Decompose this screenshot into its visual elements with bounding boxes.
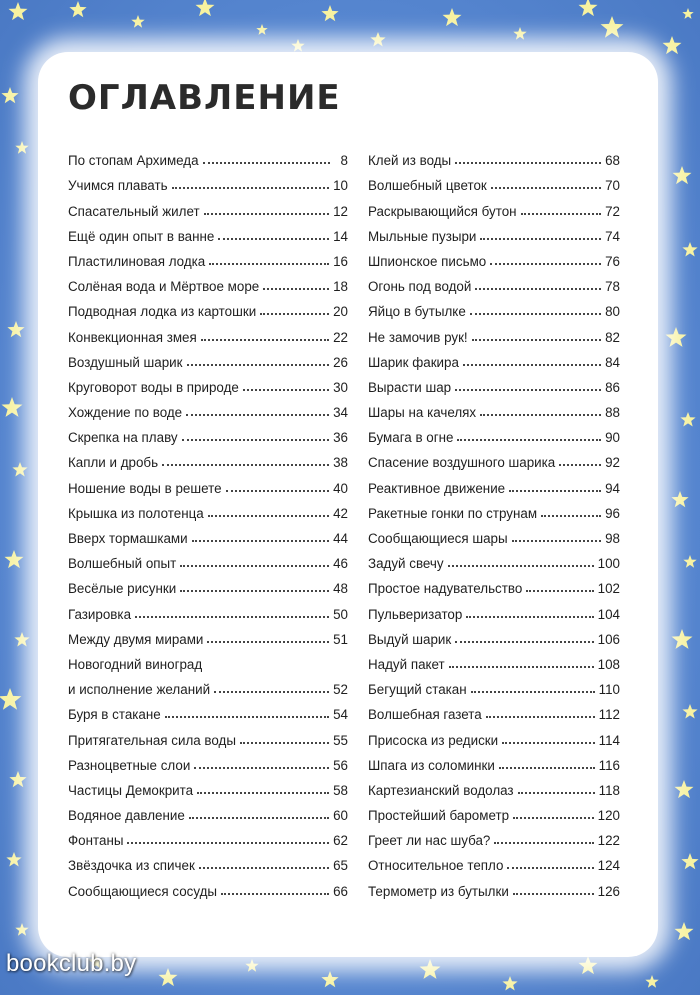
toc-entry <box>68 798 348 823</box>
toc-entry <box>68 521 348 546</box>
dot-leader <box>194 767 329 769</box>
toc-entry-page: 76 <box>605 253 620 269</box>
dot-leader <box>192 540 329 542</box>
toc-entry <box>368 143 620 168</box>
toc-entry <box>368 370 620 395</box>
dot-leader <box>526 590 593 592</box>
toc-entry <box>368 496 620 521</box>
dot-leader <box>207 641 329 643</box>
toc-entry-title: Разноцветные слои <box>68 757 191 773</box>
toc-entry-title: Круговорот воды в природе <box>68 379 239 395</box>
dot-leader <box>559 464 601 466</box>
toc-entry-title: Скрепка на плаву <box>68 430 178 446</box>
star-icon <box>0 688 21 710</box>
toc-entry-title: Учимся плавать <box>68 178 168 194</box>
dot-leader <box>208 515 329 517</box>
dot-leader <box>513 817 594 819</box>
toc-entry-title: Реактивное движение <box>368 480 506 496</box>
dot-leader <box>470 313 601 315</box>
toc-entry <box>368 722 620 747</box>
toc-entry-title: Весёлые рисунки <box>68 581 177 597</box>
toc-entry <box>368 873 620 898</box>
star-icon <box>159 968 178 986</box>
toc-entry <box>368 697 620 722</box>
dot-leader <box>218 238 329 240</box>
toc-entry-page: 80 <box>605 304 620 320</box>
star-icon <box>245 959 258 972</box>
toc-entry <box>68 193 348 218</box>
toc-entry-page: 82 <box>605 329 620 345</box>
toc-entry-title: Хождение по воде <box>68 405 183 421</box>
toc-entry-page: 40 <box>333 480 348 496</box>
dot-leader <box>187 364 330 366</box>
dot-leader <box>471 691 595 693</box>
toc-entry-title: Волшебный опыт <box>68 556 177 572</box>
star-icon <box>680 412 695 427</box>
toc-entry <box>68 219 348 244</box>
dot-leader <box>541 515 601 517</box>
star-icon <box>682 704 697 719</box>
toc-entry-title: Ещё один опыт в ванне <box>68 228 215 244</box>
toc-entry <box>368 773 620 798</box>
toc-entry <box>68 622 348 647</box>
dot-leader <box>509 490 601 492</box>
star-icon <box>321 5 338 21</box>
toc-entry-page: 114 <box>598 732 620 748</box>
dot-leader <box>499 767 595 769</box>
toc-entry-page: 98 <box>605 531 620 546</box>
toc-entry <box>68 168 348 193</box>
star-icon <box>15 923 28 936</box>
star-icon <box>682 242 697 257</box>
dot-leader <box>480 414 601 416</box>
toc-entry-title: Шары на качелях <box>368 405 477 421</box>
toc-entry-page: 38 <box>333 455 348 471</box>
toc-entry <box>368 420 620 445</box>
toc-entry-page: 122 <box>597 833 620 849</box>
toc-entry-page: 124 <box>597 858 620 874</box>
dot-leader <box>260 313 329 315</box>
toc-entry-title: Частицы Демокрита <box>68 782 194 798</box>
dot-leader <box>455 641 593 643</box>
toc-entry-page: 86 <box>605 379 620 395</box>
toc-entry-page: 42 <box>333 505 348 521</box>
dot-leader <box>165 716 329 718</box>
dot-leader <box>480 238 601 240</box>
toc-entry-title: Вверх тормашками <box>68 531 188 546</box>
toc-column-left <box>68 143 348 899</box>
toc-entry-page: 44 <box>333 531 348 546</box>
star-icon <box>645 975 658 988</box>
toc-entry-title: Капли и дробь <box>68 455 159 471</box>
toc-entry-title: Спасение воздушного шарика <box>368 455 556 471</box>
toc-entry <box>368 319 620 344</box>
toc-entry-title: Ношение воды в решете <box>68 480 222 496</box>
dot-leader <box>513 893 594 895</box>
star-icon <box>502 976 517 991</box>
toc-entry-title: Задуй свечу <box>368 556 444 572</box>
toc-entry <box>368 193 620 218</box>
toc-entry-page: 48 <box>333 581 348 597</box>
toc-entry <box>368 647 620 672</box>
toc-entry <box>68 873 348 898</box>
toc-entry-page: 52 <box>333 682 348 698</box>
toc-entry-title: Клей из воды <box>368 153 452 169</box>
toc-entry-page: 50 <box>333 606 348 622</box>
dot-leader <box>204 213 329 215</box>
toc-entry <box>368 219 620 244</box>
toc-entry-page: 18 <box>333 279 348 295</box>
toc-entry <box>68 647 348 672</box>
toc-entry-page: 96 <box>605 505 620 521</box>
star-icon <box>681 853 698 869</box>
toc-entry-page: 70 <box>605 178 620 194</box>
star-icon <box>12 462 27 477</box>
toc-entry-title: Шарик факира <box>368 354 459 370</box>
star-icon <box>675 780 694 798</box>
toc-entry-title: Бегущий стакан <box>368 682 467 698</box>
toc-entry-title: Газировка <box>68 606 132 622</box>
toc-entry <box>368 823 620 848</box>
toc-entry-title: Водяное давление <box>68 808 185 824</box>
dot-leader <box>491 187 601 189</box>
star-icon <box>672 629 693 649</box>
star-icon <box>196 0 215 16</box>
star-icon <box>682 8 693 19</box>
toc-entry <box>368 168 620 193</box>
toc-entry-page: 94 <box>605 480 620 496</box>
dot-leader <box>449 666 594 668</box>
dot-leader <box>475 288 601 290</box>
star-icon <box>9 771 26 787</box>
toc-entry-title: Вырасти шар <box>368 379 452 395</box>
toc-entry-title: Сообщающиеся сосуды <box>68 883 218 899</box>
toc-column-right <box>368 143 620 899</box>
toc-entry <box>368 546 620 571</box>
page-title: ОГЛАВЛЕНИЕ <box>68 78 341 118</box>
dot-leader <box>457 439 601 441</box>
toc-entry-title: Подводная лодка из картошки <box>68 304 257 320</box>
toc-entry-page: 66 <box>333 883 348 899</box>
dot-leader <box>263 288 329 290</box>
toc-entry-page: 10 <box>333 178 348 194</box>
toc-entry <box>368 521 620 546</box>
toc-entry-page: 46 <box>333 556 348 572</box>
toc-entry-page: 65 <box>333 858 348 874</box>
toc-entry-page: 106 <box>597 631 620 647</box>
toc-entry-title: Крышка из полотенца <box>68 505 204 521</box>
dot-leader <box>180 565 329 567</box>
dot-leader <box>197 792 329 794</box>
dot-leader <box>189 817 329 819</box>
toc-entry-page: 108 <box>597 656 620 672</box>
toc-entry-title: Термометр из бутылки <box>368 883 509 899</box>
star-icon <box>131 15 144 28</box>
toc-entry <box>368 345 620 370</box>
dot-leader <box>463 364 601 366</box>
toc-entry-page: 104 <box>597 606 620 622</box>
dot-leader <box>521 213 602 215</box>
toc-entry-title: Пластилиновая лодка <box>68 253 206 269</box>
toc-entry-title: Звёздочка из спичек <box>68 858 195 874</box>
toc-entry-title: Между двумя мирами <box>68 631 204 647</box>
toc-entry-title: Картезианский водолаз <box>368 782 514 798</box>
star-icon <box>666 327 687 347</box>
toc-entry <box>68 748 348 773</box>
toc-entry-page: 68 <box>605 153 620 169</box>
star-icon <box>1 87 18 103</box>
toc-entry-title: Простое надувательство <box>368 581 523 597</box>
dot-leader <box>214 691 329 693</box>
star-icon <box>420 959 441 979</box>
toc-entry <box>68 672 348 697</box>
toc-entry <box>68 848 348 873</box>
toc-entry-page: 74 <box>605 228 620 244</box>
toc-entry-page: 36 <box>333 430 348 446</box>
toc-entry-page: 14 <box>333 228 348 244</box>
toc-entry-title: Волшебный цветок <box>368 178 487 194</box>
toc-entry <box>368 798 620 823</box>
toc-entry-title: По стопам Архимеда <box>68 153 199 169</box>
toc-entry-page: 12 <box>333 203 348 219</box>
toc-entry <box>68 773 348 798</box>
toc-entry-title: Шпага из соломинки <box>368 757 495 773</box>
toc-entry <box>68 395 348 420</box>
toc-entry-title: Воздушный шарик <box>68 354 183 370</box>
toc-entry-page: 16 <box>333 253 348 269</box>
toc-entry-title: Спасательный жилет <box>68 203 200 219</box>
toc-entry <box>368 571 620 596</box>
toc-entry <box>68 244 348 269</box>
toc-entry-page: 55 <box>333 732 348 748</box>
toc-entry <box>68 143 348 168</box>
dot-leader <box>201 339 329 341</box>
dot-leader <box>162 464 329 466</box>
toc-entry-title: Новогодний виноград <box>68 656 203 672</box>
toc-entry-page: 90 <box>605 430 620 446</box>
dot-leader <box>221 893 329 895</box>
toc-entry-page: 58 <box>333 782 348 798</box>
toc-entry <box>68 596 348 621</box>
toc-entry <box>68 420 348 445</box>
star-icon <box>673 166 692 184</box>
toc-entry-title: Относительное тепло <box>368 858 504 874</box>
dot-leader <box>490 263 601 265</box>
star-icon <box>663 36 682 54</box>
toc-entry-title: Волшебная газета <box>368 707 482 723</box>
toc-entry <box>368 294 620 319</box>
toc-entry-page: 54 <box>333 707 348 723</box>
toc-entry-title: Конвекционная змея <box>68 329 197 345</box>
star-icon <box>601 16 624 38</box>
toc-entry <box>68 470 348 495</box>
toc-entry <box>68 370 348 395</box>
star-icon <box>9 2 28 20</box>
toc-entry <box>368 622 620 647</box>
toc-entry <box>368 269 620 294</box>
toc-entry-title: Сообщающиеся шары <box>368 531 508 546</box>
toc-entry-page: 120 <box>597 808 620 824</box>
dot-leader <box>466 616 593 618</box>
toc-entry-title: Притягательная сила воды <box>68 732 236 748</box>
toc-entry-title: Надуй пакет <box>368 656 445 672</box>
toc-entry-page: 118 <box>598 782 620 798</box>
toc-entry-title: Не замочив рук! <box>368 329 468 345</box>
star-icon <box>443 8 462 26</box>
dot-leader <box>502 742 595 744</box>
dot-leader <box>209 263 329 265</box>
toc-entry-page: 100 <box>597 556 620 572</box>
toc-entry <box>368 470 620 495</box>
toc-entry <box>368 244 620 269</box>
toc-entry-page: 102 <box>597 581 620 597</box>
toc-entry-title: Простейший барометр <box>368 808 510 824</box>
toc-entry <box>68 722 348 747</box>
dot-leader <box>507 867 593 869</box>
star-icon <box>7 321 24 337</box>
star-icon <box>291 39 304 52</box>
dot-leader <box>512 540 601 542</box>
star-icon <box>579 956 598 974</box>
toc-entry <box>368 748 620 773</box>
star-icon <box>69 1 86 17</box>
toc-entry-page: 26 <box>333 354 348 370</box>
star-icon <box>683 555 696 568</box>
dot-leader <box>135 616 329 618</box>
toc-entry-title: Шпионское письмо <box>368 253 487 269</box>
toc-entry <box>368 672 620 697</box>
dot-leader <box>243 389 329 391</box>
star-icon <box>14 632 29 647</box>
toc-entry-page: 34 <box>333 405 348 421</box>
dot-leader <box>455 389 601 391</box>
toc-entry-page: 84 <box>605 354 620 370</box>
star-icon <box>256 24 267 35</box>
toc-entry-title: Выдуй шарик <box>368 631 452 647</box>
toc-entry <box>368 848 620 873</box>
star-icon <box>321 971 338 987</box>
dot-leader <box>240 742 329 744</box>
toc-entry-page: 110 <box>598 682 620 698</box>
toc-entry <box>68 823 348 848</box>
toc-entry <box>368 445 620 470</box>
star-icon <box>513 27 526 40</box>
star-icon <box>579 0 598 16</box>
dot-leader <box>172 187 330 189</box>
toc-entry-title: Присоска из редиски <box>368 732 499 748</box>
toc-entry-page: 112 <box>598 707 620 723</box>
toc-entry <box>68 697 348 722</box>
star-icon <box>671 491 688 507</box>
toc-entry <box>68 319 348 344</box>
toc-entry-title: Бумага в огне <box>368 430 454 446</box>
toc-entry-title: Греет ли нас шуба? <box>368 833 491 849</box>
dot-leader <box>186 414 329 416</box>
dot-leader <box>448 565 594 567</box>
toc-entry-title: Пульверизатор <box>368 606 463 622</box>
toc-entry-title: Яйцо в бутылке <box>368 304 466 320</box>
toc-entry-title: Ракетные гонки по струнам <box>368 505 538 521</box>
toc-entry-page: 51 <box>333 631 348 647</box>
dot-leader <box>203 162 330 164</box>
toc-entry-title: Солёная вода и Мёртвое море <box>68 279 260 295</box>
toc-entry-page: 60 <box>333 808 348 824</box>
toc-entry-page: 116 <box>598 757 620 773</box>
toc-entry <box>368 596 620 621</box>
toc-entry-title: Огонь под водой <box>368 279 472 295</box>
toc-entry <box>368 395 620 420</box>
watermark: bookclub.by <box>6 950 137 977</box>
star-icon <box>15 141 28 154</box>
toc-entry-page: 20 <box>333 304 348 320</box>
star-icon <box>2 397 23 417</box>
toc-entry-title: Раскрывающийся бутон <box>368 203 517 219</box>
toc-entry-title: Фонтаны <box>68 833 124 849</box>
dot-leader <box>199 867 329 869</box>
toc-entry <box>68 345 348 370</box>
dot-leader <box>182 439 330 441</box>
toc-entry-page: 126 <box>597 883 620 899</box>
dot-leader <box>494 842 593 844</box>
toc-entry-page: 72 <box>605 203 620 219</box>
toc-entry <box>68 294 348 319</box>
toc-entry <box>68 571 348 596</box>
toc-entry-title: Буря в стакане <box>68 707 161 723</box>
dot-leader <box>472 339 601 341</box>
toc-entry-page: 22 <box>333 329 348 345</box>
toc-entry-title: и исполнение желаний <box>68 682 211 698</box>
toc-entry-page: 30 <box>333 379 348 395</box>
star-icon <box>370 32 385 47</box>
toc-entry <box>68 269 348 294</box>
dot-leader <box>226 490 330 492</box>
dot-leader <box>455 162 601 164</box>
dot-leader <box>518 792 595 794</box>
toc-entry-page: 88 <box>605 405 620 421</box>
dot-leader <box>127 842 329 844</box>
toc-entry <box>68 445 348 470</box>
toc-entry-page: 8 <box>340 153 348 169</box>
toc-entry-page: 56 <box>333 757 348 773</box>
toc-entry <box>68 546 348 571</box>
toc-entry-title: Мыльные пузыри <box>368 228 477 244</box>
toc-entry-page: 62 <box>333 833 348 849</box>
toc-entry-page: 92 <box>605 455 620 471</box>
toc-entry <box>68 496 348 521</box>
toc-entry-page: 78 <box>605 279 620 295</box>
star-icon <box>6 852 21 867</box>
star-icon <box>5 550 24 568</box>
dot-leader <box>180 590 329 592</box>
star-icon <box>675 922 694 940</box>
dot-leader <box>486 716 595 718</box>
